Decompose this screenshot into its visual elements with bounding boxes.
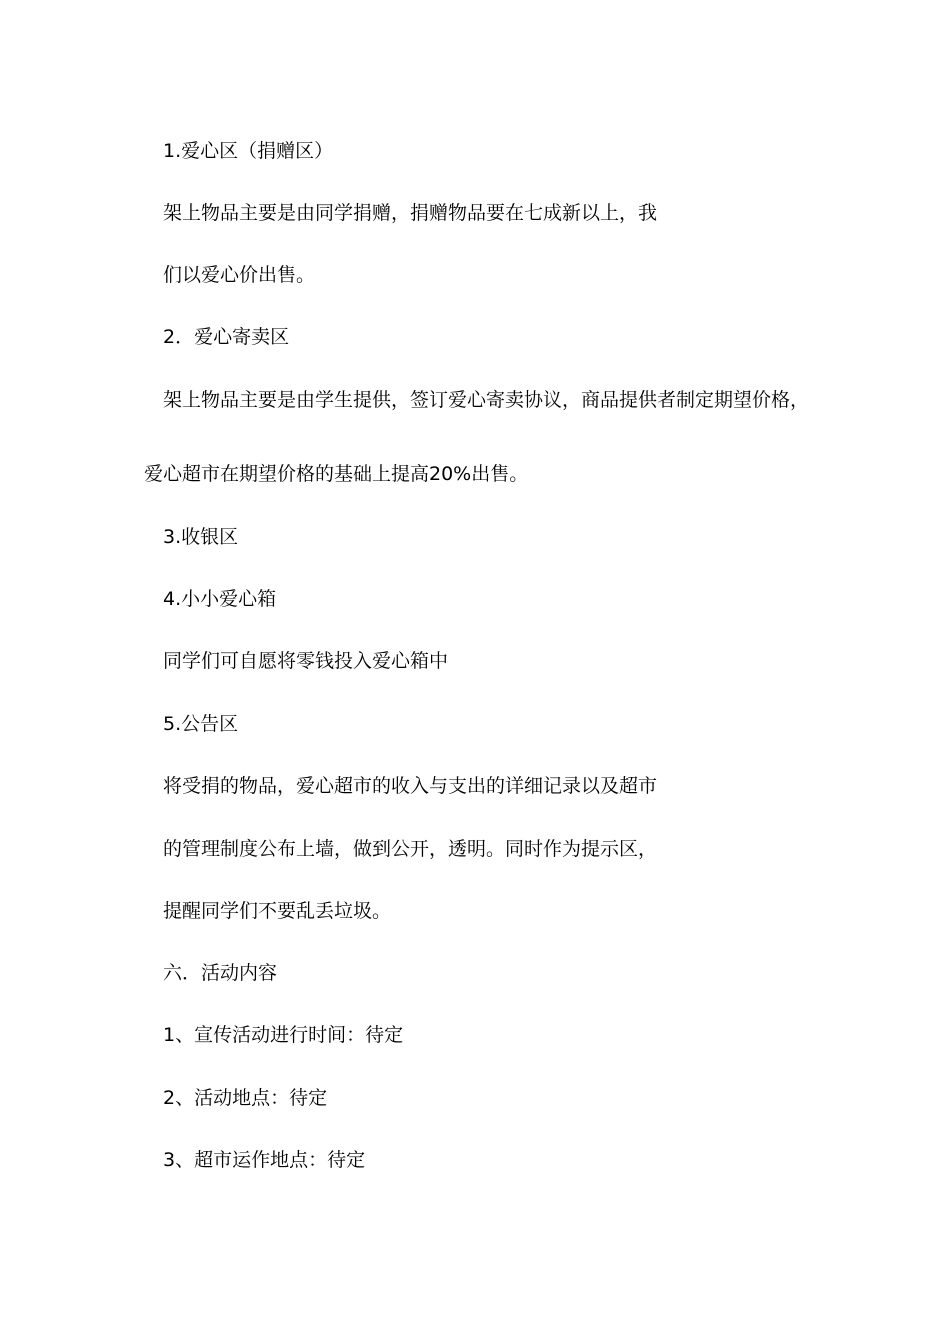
section-heading-charity-box: 4.小小爱心箱 (163, 588, 277, 610)
paragraph-line: 同学们可自愿将零钱投入爱心箱中 (163, 650, 449, 672)
section-heading-consignment-area: 2．爱心寄卖区 (163, 326, 290, 348)
list-item: 1、宣传活动进行时间：待定 (163, 1024, 404, 1046)
section-heading-donation-area: 1.爱心区（捐赠区） (163, 140, 334, 162)
paragraph-line: 的管理制度公布上墙，做到公开，透明。同时作为提示区， (163, 838, 658, 860)
paragraph-line: 架上物品主要是由同学捐赠，捐赠物品要在七成新以上，我 (163, 202, 658, 224)
paragraph-line: 提醒同学们不要乱丢垃圾。 (163, 900, 392, 922)
paragraph-line: 架上物品主要是由学生提供，签订爱心寄卖协议，商品提供者制定期望价格， (163, 389, 810, 411)
section-heading-activity-content: 六．活动内容 (163, 962, 278, 984)
list-item: 3、超市运作地点：待定 (163, 1149, 366, 1171)
section-heading-notice-area: 5.公告区 (163, 713, 239, 735)
section-heading-checkout-area: 3.收银区 (163, 526, 239, 548)
paragraph-line: 爱心超市在期望价格的基础上提高20%出售。 (144, 463, 529, 485)
paragraph-line: 将受捐的物品，爱心超市的收入与支出的详细记录以及超市 (163, 775, 658, 797)
list-item: 2、活动地点：待定 (163, 1087, 328, 1109)
paragraph-line: 们以爱心价出售。 (163, 264, 316, 286)
